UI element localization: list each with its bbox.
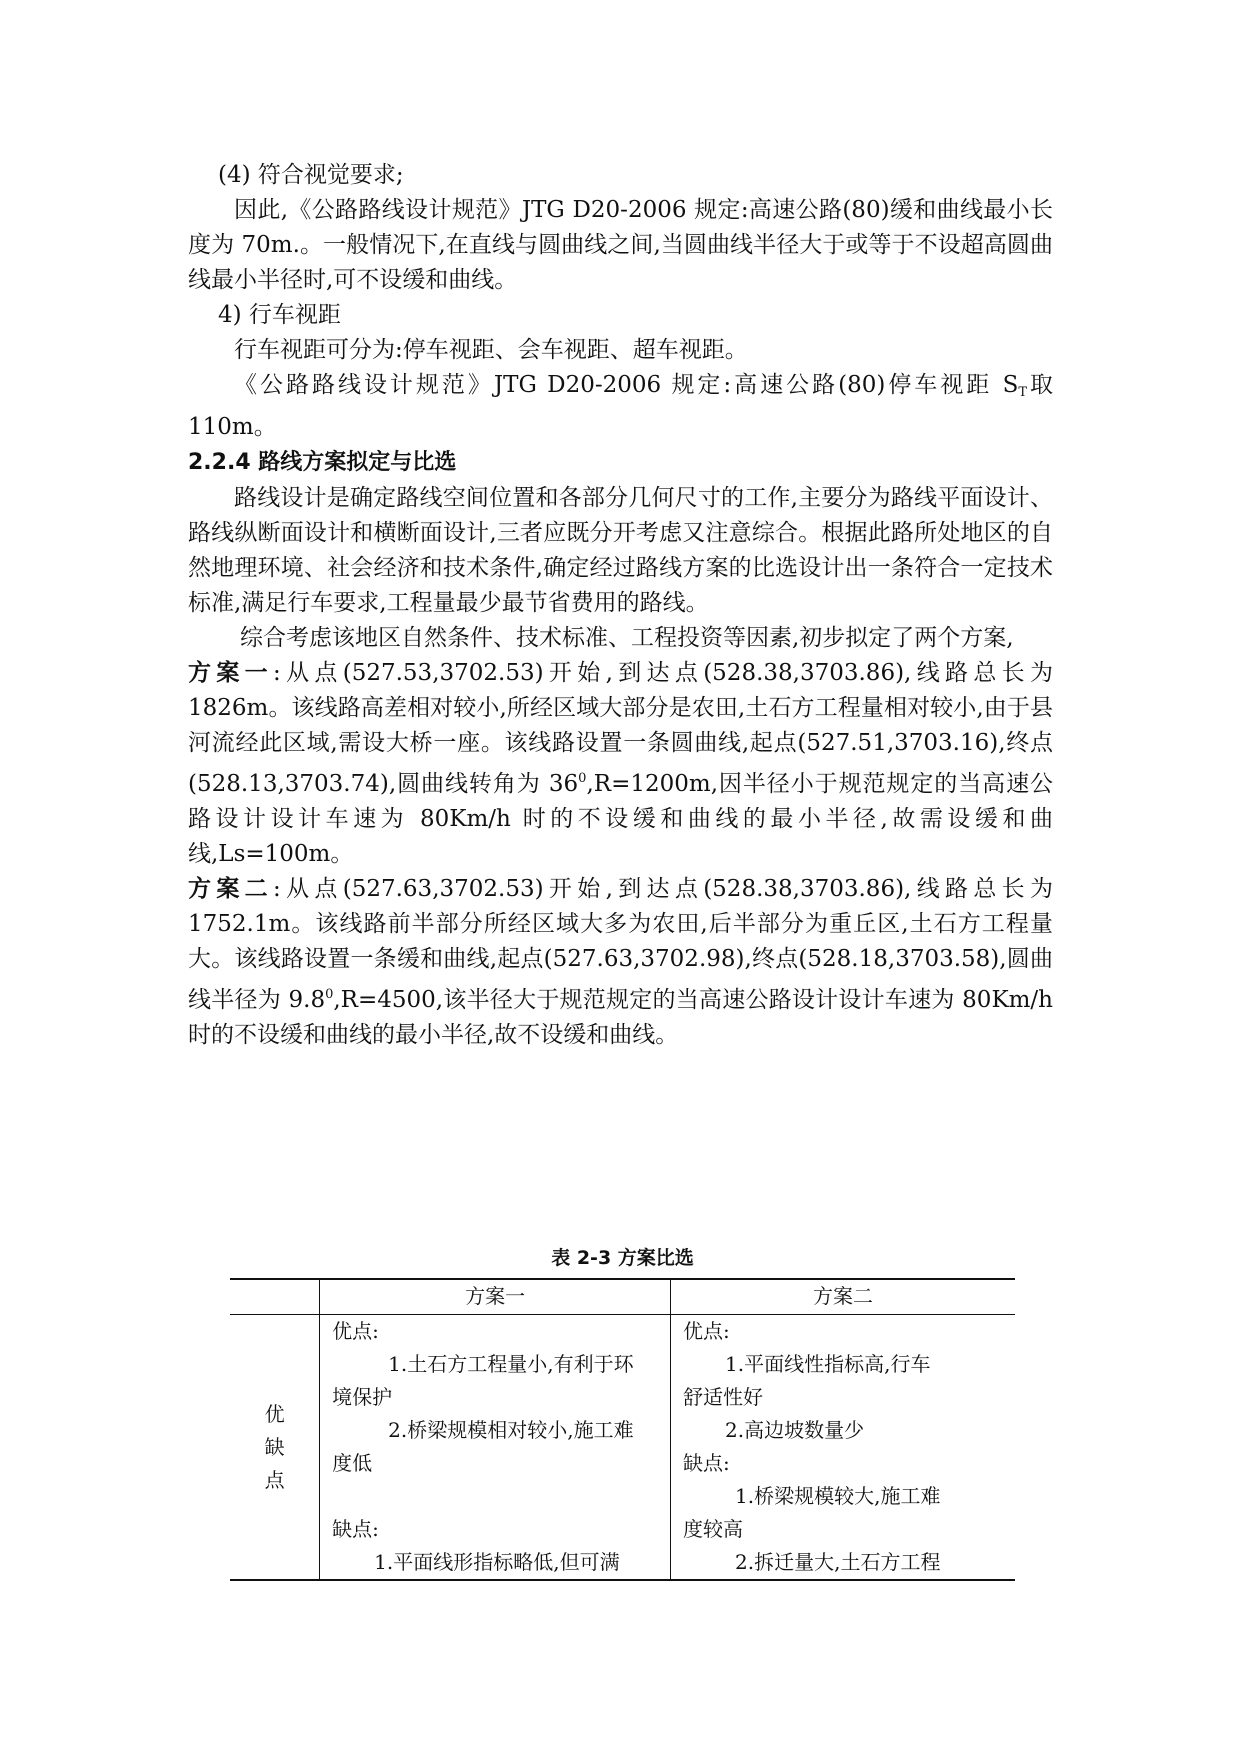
superscript: 0 <box>325 987 334 1002</box>
text-fragment: ,R=1200m,因半径小于规范规定的当高速公路设计设计车速为 80Km/h 时的不设缓和曲线的最小半径,故需设缓和曲线,Ls=100m。 <box>188 771 1054 867</box>
paragraph-visual-requirement: (4) 符合视觉要求; <box>218 162 404 188</box>
section-heading: 2.2.4 路线方案拟定与比选 <box>188 450 457 475</box>
plan-one-cell <box>320 1315 671 1581</box>
text-fragment: 《公路路线设计规范》JTG D20-2006 规定:高速公路(80)停车视距 S <box>234 372 1019 398</box>
paragraph-plan-intro: 综合考虑该地区自然条件、技术标准、工程投资等因素,初步拟定了两个方案, <box>240 625 1014 651</box>
table-caption: 表 2-3 方案比选 <box>551 1247 694 1269</box>
cell-line: 2.拆迁量大,土石方工程 <box>735 1550 941 1574</box>
paragraph-sight-distance-title: 4) 行车视距 <box>218 302 341 328</box>
text-fragment: :从点(527.53,3702.53)开始,到达点(528.38,3703.86),线路总长为 1826m。该线路高差相对较小,所经区域大部分是农田,土石方工程量相对较小,由于县河流经此区域,需设大桥一座。该线路设置一条圆曲线,起点(527.51,3703.16),终点(528.13,3703.74),圆曲线转角为 36 <box>188 660 1054 797</box>
cell-line: 度较高 <box>683 1517 744 1541</box>
comparison-table <box>230 1278 1015 1581</box>
row-label-char: 缺 <box>264 1434 285 1459</box>
paragraph-plan-one <box>188 656 1053 872</box>
cell-line: 1.桥梁规模较大,施工难 <box>735 1484 941 1508</box>
cell-line: 舒适性好 <box>683 1385 764 1409</box>
cell-line: 2.桥梁规模相对较小,施工难 <box>388 1418 634 1442</box>
cell-line: 优点: <box>332 1319 379 1343</box>
plan-two-cell <box>671 1315 1015 1581</box>
table-row <box>230 1315 1015 1581</box>
subscript: T <box>1018 385 1027 400</box>
cell-line: 度低 <box>332 1451 373 1475</box>
cell-line: 1.平面线性指标高,行车 <box>725 1352 931 1376</box>
document-body <box>188 158 1053 1053</box>
text-fragment: :从点(527.63,3702.53)开始,到达点(528.38,3703.86),线路总长为 1752.1m。该线路前半部分所经区域大多为农田,后半部分为重丘区,土石方工程量大。该线路设置一条缓和曲线,起点(527.63,3702.98),终点(528.18,3703.58),圆曲线半径为 9.8 <box>188 876 1054 1013</box>
paragraph-route-design: 路线设计是确定路线空间位置和各部分几何尺寸的工作,主要分为路线平面设计、路线纵断面设计和横断面设计,三者应既分开考虑又注意综合。根据此路所处地区的自然地理环境、社会经济和技术条件,确定经过路线方案的比选设计出一条符合一定技术标准,满足行车要求,工程量最少最节省费用的路线。 <box>188 485 1053 616</box>
table-header-plan-one: 方案一 <box>320 1279 671 1315</box>
superscript: 0 <box>578 771 587 786</box>
row-label-char: 优 <box>264 1401 285 1426</box>
paragraph-stopping-distance <box>188 368 1053 445</box>
cell-line: 2.高边坡数量少 <box>725 1418 865 1442</box>
plan-one-label: 方案一 <box>188 660 273 686</box>
cell-line: 境保护 <box>332 1385 393 1409</box>
cell-line <box>320 1480 670 1513</box>
row-label-char: 点 <box>264 1467 285 1492</box>
cell-line: 缺点: <box>683 1451 730 1475</box>
cell-line: 1.平面线形指标略低,但可满 <box>374 1550 620 1574</box>
cell-line: 优点: <box>683 1319 730 1343</box>
table-header-plan-two: 方案二 <box>671 1279 1015 1315</box>
text-fragment: 取 110m。 <box>188 372 1053 440</box>
cell-line: 1.土石方工程量小,有利于环 <box>388 1352 634 1376</box>
row-label-pros-cons <box>230 1315 320 1581</box>
paragraph-transition-curve: 因此,《公路路线设计规范》JTG D20-2006 规定:高速公路(80)缓和曲线最小长度为 70m.。一般情况下,在直线与圆曲线之间,当圆曲线半径大于或等于不设超高圆曲线最小半径时,可不设缓和曲线。 <box>188 197 1053 293</box>
table-header-empty <box>230 1279 320 1315</box>
text-fragment: ,R=4500,该半径大于规范规定的当高速公路设计设计车速为 80Km/h 时的不设缓和曲线的最小半径,故不设缓和曲线。 <box>188 987 1053 1048</box>
cell-line: 缺点: <box>332 1517 379 1541</box>
table-header-row <box>230 1279 1015 1315</box>
plan-two-label: 方案二 <box>188 876 273 902</box>
paragraph-sight-distance-types: 行车视距可分为:停车视距、会车视距、超车视距。 <box>234 337 748 363</box>
comparison-table-block <box>230 1243 1015 1581</box>
paragraph-plan-two <box>188 872 1053 1053</box>
